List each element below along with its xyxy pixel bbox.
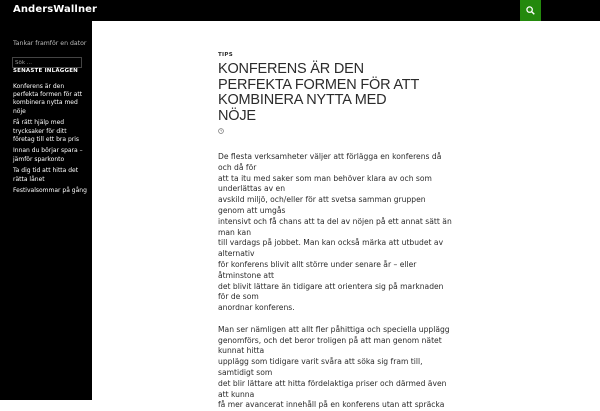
recent-post-link[interactable]: Innan du börjar spara – jämför sparkonto — [13, 147, 83, 163]
content-line: underlättas av en — [218, 184, 286, 194]
site-title[interactable]: AndersWallner — [13, 4, 98, 15]
content-line: De flesta verksamheter väljer att förlägga en konferens då — [218, 152, 442, 161]
paragraph-gap — [218, 314, 430, 325]
content-line: till vardags på jobbet. Man kan också märka att utbudet av — [218, 238, 444, 248]
search-input[interactable] — [13, 58, 83, 67]
content-line: åtminstone att — [218, 270, 275, 280]
content-line: för konferens blivit allt större under senare år – eller — [218, 259, 417, 269]
site-tagline: Tankar framför en dator — [13, 40, 87, 47]
content-line: att ta itu med saker som man behöver klara av och som — [218, 173, 432, 183]
content-line: man kan — [218, 227, 252, 237]
content-line: för de som — [218, 292, 259, 302]
content-line: intensivt och få chans att ta del av nöjen på ett annat sätt än — [218, 216, 452, 226]
search-toggle-button[interactable] — [520, 0, 541, 21]
content-line: samtidigt som — [218, 367, 273, 377]
article-content — [218, 152, 452, 411]
recent-post-link[interactable]: Konferens är den perfekta formen för att kombinera nytta med nöje — [13, 83, 83, 115]
content-line: och då för — [218, 162, 257, 172]
recent-posts-heading: SENASTE INLÄGGEN — [13, 68, 78, 74]
content-line: det blivit lättare än tidigare att orientera sig på marknaden — [218, 281, 444, 291]
recent-post-link[interactable]: Få rätt hjälp med trycksaker för ditt företag till ett bra pris — [13, 119, 80, 143]
clock-icon[interactable] — [218, 128, 224, 134]
content-line: det blir lättare att hitta fördelaktiga priser och därmed även — [218, 378, 447, 388]
search-icon — [526, 6, 535, 15]
content-line: genomförs, och det beror troligen på att man genom nätet — [218, 335, 442, 345]
content-line: Man ser nämligen att allt fler påhittiga och speciella upplägg — [218, 324, 450, 334]
category-link[interactable]: TIPS — [218, 52, 233, 58]
content-line: anordnar konferens. — [218, 303, 295, 313]
content-line: upplägg som tidigare varit svåra att söka sig fram till, — [218, 357, 423, 367]
article-title: KONFERENS ÄR DEN PERFEKTA FORMEN FÖR ATT KOMBINERA NYTTA MED NÖJE — [218, 61, 419, 124]
content-line: avskild miljö, och/eller för att svetsa samman gruppen — [218, 195, 426, 205]
top-bar — [0, 0, 600, 21]
content-line: kunnat hitta — [218, 346, 265, 356]
content-line: att kunna — [218, 389, 255, 399]
sidebar — [0, 21, 92, 400]
content-line: genom att umgås — [218, 205, 286, 215]
content-line: få mer avancerat innehåll på en konferens utan att spräcka — [218, 400, 445, 410]
recent-post-link[interactable]: Ta dig tid att hitta det rätta lånet — [13, 167, 79, 183]
sidebar-search — [12, 57, 82, 68]
content-line: alternativ — [218, 249, 255, 259]
recent-posts-list — [13, 83, 87, 199]
recent-post-link[interactable]: Festivalsommar på gång — [13, 187, 87, 195]
